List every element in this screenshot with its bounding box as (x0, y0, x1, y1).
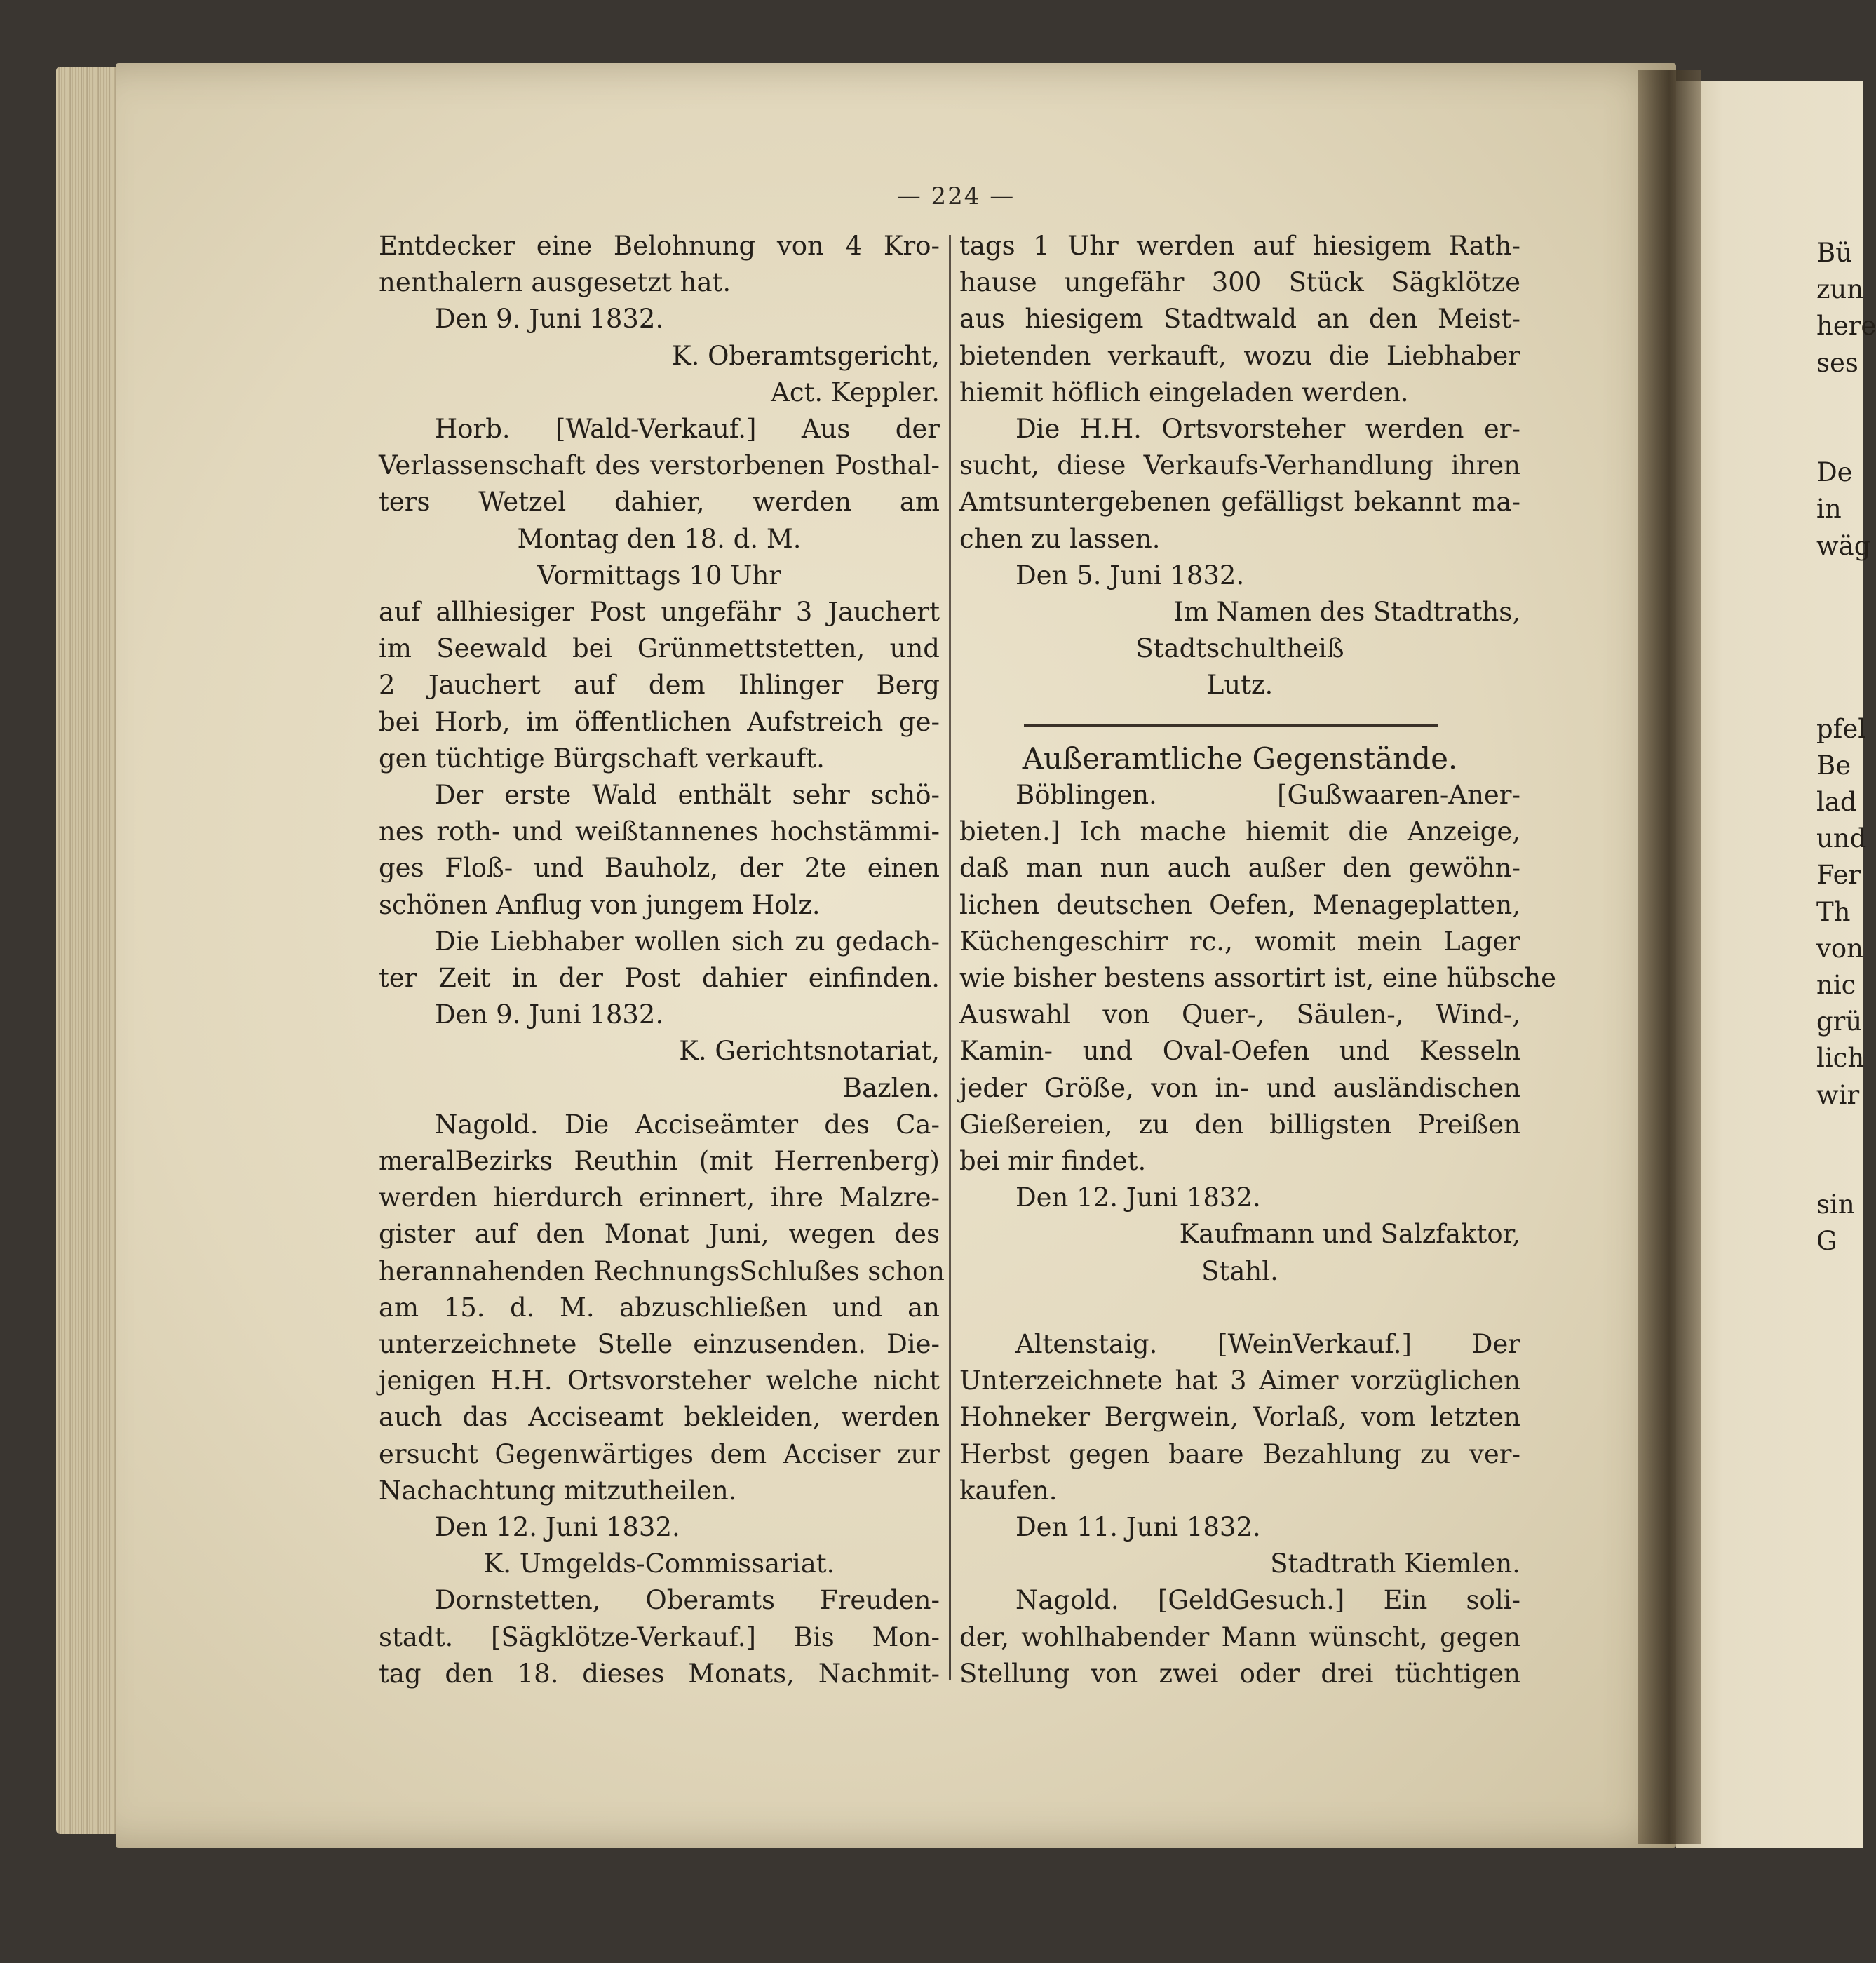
fragment-line (1816, 601, 1863, 638)
text-line: Die Liebhaber wollen sich zu gedach- (435, 926, 940, 957)
fragment-line: Th (1816, 896, 1851, 927)
text-line: sucht, diese Verkaufs-Verhandlung ihren (959, 450, 1520, 481)
text-line: gen tüchtige Bürgschaft verkauft. (379, 743, 825, 774)
fragment-line: von (1816, 933, 1864, 964)
text-line: am 15. d. M. abzuschließen und an (379, 1292, 940, 1323)
fragment-line: Fer (1816, 860, 1861, 891)
text-line: Entdecker eine Belohnung von 4 Kro- (379, 231, 940, 261)
fragment-line (1816, 638, 1863, 674)
text-line: Küchengeschirr rc., womit mein Lager (959, 926, 1520, 957)
text-line: nenthalern ausgesetzt hat. (379, 267, 731, 298)
fragment-line: De (1816, 457, 1853, 488)
text-line: jeder Größe, von in- und ausländischen (959, 1072, 1520, 1103)
text-line: Nagold. [GeldGesuch.] Ein soli- (1015, 1585, 1520, 1616)
text-line: schönen Anflug von jungem Holz. (379, 889, 821, 920)
fragment-line: nic (1816, 970, 1856, 1000)
text-line: Stellung von zwei oder drei tüchtigen (959, 1658, 1520, 1689)
text-line: auf allhiesiger Post ungefähr 3 Jauchert (379, 597, 940, 627)
fragment-line: zun (1816, 274, 1864, 305)
text-line: ter Zeit in der Post dahier einfinden. (379, 963, 940, 993)
text-line: Stadtrath Kiemlen. (1270, 1549, 1520, 1579)
text-line: daß man nun auch außer den gewöhn- (959, 853, 1520, 884)
text-line: Außeramtliche Gegenstände. (1022, 741, 1458, 776)
text-line: werden hierdurch erinnert, ihre Malzre- (379, 1182, 940, 1213)
text-line: bei Horb, im öffentlichen Aufstreich ge- (379, 706, 940, 737)
fragment-line: und (1816, 823, 1867, 854)
text-line: Lutz. (1206, 670, 1274, 701)
text-line: ersucht Gegenwärtiges dem Acciser zur (379, 1438, 940, 1469)
fragment-line: sin (1816, 1189, 1855, 1220)
text-line: Den 12. Juni 1832. (435, 1512, 680, 1542)
fragment-line: in (1816, 494, 1842, 525)
text-line: Den 11. Juni 1832. (1015, 1512, 1261, 1542)
text-line: K. Oberamtsgericht, (671, 340, 940, 371)
text-line: Im Namen des Stadtraths, (1173, 597, 1520, 627)
fragment-line: Be (1816, 750, 1851, 781)
text-line: ges Floß- und Bauholz, der 2te einen (379, 853, 940, 884)
text-line: Stadtschultheiß (1135, 633, 1344, 664)
text-line: Nachachtung mitzutheilen. (379, 1475, 737, 1506)
section-rule (1024, 724, 1438, 727)
text-line: Böblingen. [Gußwaaren-Aner- (1015, 780, 1520, 810)
fragment-line: pfel (1816, 713, 1867, 744)
book-gutter (1638, 70, 1701, 1844)
text-line: Kaufmann und Salzfaktor, (1179, 1219, 1520, 1250)
text-line: meralBezirks Reuthin (mit Herrenberg) (379, 1146, 940, 1176)
text-line: Gießereien, zu den billigsten Preißen (959, 1109, 1520, 1140)
fragment-line: grü (1816, 1006, 1863, 1037)
fragment-line: G (1816, 1226, 1837, 1257)
fragment-line (1816, 382, 1863, 418)
text-line: Amtsuntergebenen gefälligst bekannt ma- (959, 487, 1520, 518)
text-line: Den 9. Juni 1832. (435, 304, 664, 335)
text-line: Den 5. Juni 1832. (1015, 560, 1245, 591)
text-line: Stahl. (1201, 1255, 1278, 1286)
right-page-fragment (1816, 228, 1876, 1257)
text-line: Hohneker Bergwein, Vorlaß, vom letzten (959, 1402, 1520, 1433)
text-line: K. Gerichtsnotariat, (679, 1036, 940, 1067)
fragment-line (1816, 1114, 1863, 1150)
text-line: Bazlen. (842, 1072, 940, 1103)
text-line: Auswahl von Quer-, Säulen-, Wind-, (959, 999, 1520, 1030)
text-line: im Seewald bei Grünmettstetten, und (379, 633, 940, 664)
text-line: tag den 18. dieses Monats, Nachmit- (379, 1658, 940, 1689)
fragment-line: ses (1816, 347, 1858, 378)
text-line: hause ungefähr 300 Stück Sägklötze (959, 267, 1520, 298)
text-line: Den 12. Juni 1832. (1015, 1182, 1261, 1213)
middle-text-column (959, 228, 1556, 1722)
text-line: Montag den 18. d. M. (517, 523, 802, 554)
fragment-line (1816, 1150, 1863, 1187)
text-line: wie bisher bestens assortirt ist, eine hübsche (959, 963, 1556, 993)
text-line: Altenstaig. [WeinVerkauf.] Der (1015, 1329, 1520, 1359)
text-line: Act. Keppler. (771, 377, 940, 407)
text-line (959, 1290, 1520, 1326)
text-line: kaufen. (959, 1475, 1058, 1506)
text-line: hiemit höflich eingeladen werden. (959, 377, 1409, 407)
text-line: jenigen H.H. Ortsvorsteher welche nicht (379, 1365, 940, 1396)
text-line: stadt. [Sägklötze-Verkauf.] Bis Mon- (379, 1621, 940, 1652)
fragment-line: Bü (1816, 238, 1853, 268)
text-line: Unterzeichnete hat 3 Aimer vorzüglichen (959, 1365, 1520, 1396)
left-text-column (379, 228, 945, 1722)
text-line: Herbst gegen baare Bezahlung zu ver- (959, 1438, 1520, 1469)
text-line: Vormittags 10 Uhr (537, 560, 781, 591)
text-line: Verlassenschaft des verstorbenen Posthal- (379, 450, 940, 481)
text-line: tags 1 Uhr werden auf hiesigem Rath- (959, 231, 1520, 261)
text-line: auch das Acciseamt bekleiden, werden (379, 1402, 940, 1433)
text-line: unterzeichnete Stelle einzusenden. Die- (379, 1329, 940, 1359)
text-line: Der erste Wald enthält sehr schö- (435, 780, 940, 810)
fragment-line: wir (1816, 1079, 1860, 1110)
fragment-line (1816, 674, 1863, 710)
text-line: Dornstetten, Oberamts Freuden- (435, 1585, 940, 1616)
fragment-line: lad (1816, 787, 1857, 817)
fragment-line (1816, 418, 1863, 454)
text-line: lichen deutschen Oefen, Menageplatten, (959, 889, 1520, 920)
text-line (959, 704, 1520, 741)
text-line: ters Wetzel dahier, werden am (379, 487, 940, 518)
text-line: herannahenden RechnungsSchlußes schon (379, 1255, 945, 1286)
text-line: bieten.] Ich mache hiemit die Anzeige, (959, 816, 1520, 847)
text-line: nes roth- und weißtannenes hochstämmi- (379, 816, 940, 847)
column-divider (949, 235, 951, 1680)
text-line: K. Umgelds-Commissariat. (483, 1549, 835, 1579)
text-line: Horb. [Wald-Verkauf.] Aus der (435, 414, 940, 444)
text-line: bei mir findet. (959, 1146, 1147, 1176)
fragment-line: lich (1816, 1043, 1865, 1074)
text-line: Die H.H. Ortsvorsteher werden er- (1015, 414, 1520, 444)
text-line: chen zu lassen. (959, 523, 1161, 554)
text-line: 2 Jauchert auf dem Ihlinger Berg (379, 670, 940, 701)
text-line: gister auf den Monat Juni, wegen des (379, 1219, 940, 1250)
text-line: Nagold. Die Acciseämter des Ca- (435, 1109, 940, 1140)
fragment-line: wäg (1816, 530, 1871, 561)
page-number: — 224 — (896, 182, 1015, 210)
text-line: aus hiesigem Stadtwald an den Meist- (959, 304, 1520, 335)
fragment-line: here (1816, 311, 1876, 342)
text-line: Den 9. Juni 1832. (435, 999, 664, 1030)
fragment-line (1816, 565, 1863, 601)
text-line: der, wohlhabender Mann wünscht, gegen (959, 1621, 1520, 1652)
text-line: bietenden verkauft, wozu die Liebhaber (959, 340, 1520, 371)
text-line: Kamin- und Oval-Oefen und Kesseln (959, 1036, 1520, 1067)
